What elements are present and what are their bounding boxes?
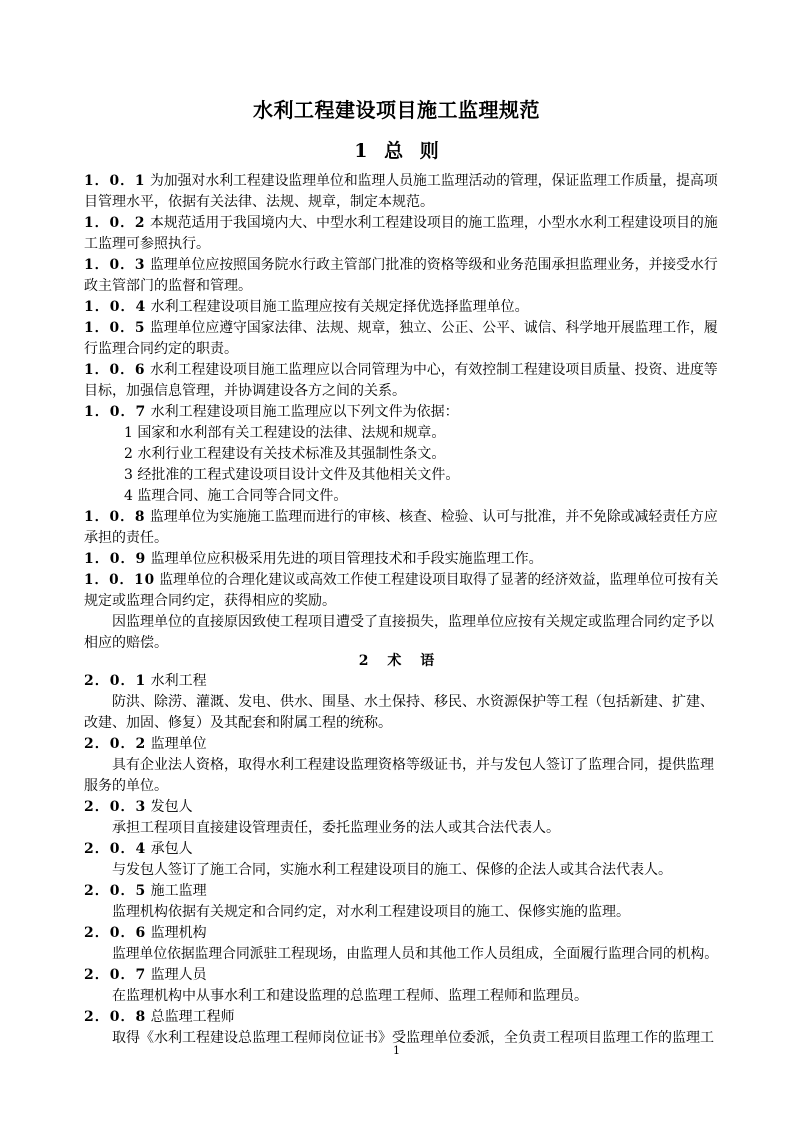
text-line: 1．0．7 水利工程建设项目施工监理应以下列文件为依据： (84, 404, 459, 420)
list-item: 1 国家和水利部有关工程建设的法律、法规和规章。 (124, 425, 446, 441)
text-line: 1．0．4 水利工程建设项目施工监理应按有关规定择优选择监理单位。 (84, 299, 529, 315)
text-line: 1．0．8 监理单位为实施施工监理而进行的审核、核查、检验、认可与批准，并不免除或减轻责任方应 (84, 509, 718, 525)
text-line: 相应的赔偿。 (84, 635, 168, 651)
text-line: 因监理单位的直接原因致使工程项目遭受了直接损失，监理单位应按有关规定或监理合同约定予以 (112, 614, 714, 630)
text-line: 具有企业法人资格，取得水利工程建设监理资格等级证书，并与发包人签订了监理合同，提供监理 (112, 757, 714, 773)
text-line: 行监理合同约定的职责。 (84, 341, 238, 357)
text-line: 取得《水利工程建设总监理工程师岗位证书》受监理单位委派，全负责工程项目监理工作的监理工 (112, 1030, 714, 1046)
page-number: 1 (393, 1044, 400, 1057)
text-line: 防洪、除涝、灌溉、发电、供水、围垦、水土保持、移民、水资源保护等工程（包括新建、扩建、 (112, 694, 714, 710)
list-item: 2 水利行业工程建设有关技术标准及其强制性条文。 (124, 446, 446, 462)
text-line: 1．0．6 水利工程建设项目施工监理应以合同管理为中心，有效控制工程建设项目质量、投资、进度等 (84, 362, 718, 378)
term-heading: 2．0．8 总监理工程师 (84, 1009, 235, 1025)
list-item: 3 经批准的工程式建设项目设计文件及其他相关文件。 (124, 467, 460, 483)
term-heading: 2．0．2 监理单位 (84, 736, 207, 752)
text-line: 1．0．1 为加强对水利工程建设监理单位和监理人员施工监理活动的管理，保证监理工作质量，提高项 (84, 173, 718, 189)
term-heading: 2．0．3 发包人 (84, 799, 193, 815)
term-heading: 2．0．7 监理人员 (84, 967, 207, 983)
text-line: 工监理可参照执行。 (84, 236, 210, 252)
text-line: 1．0．5 监理单位应遵守国家法律、法规、规章，独立、公正、公平、诚信、科学地开展监理工作，履 (84, 320, 718, 336)
text-line: 监理机构依据有关规定和合同约定，对水利工程建设项目的施工、保修实施的监理。 (112, 904, 630, 920)
term-heading: 2．0．6 监理机构 (84, 925, 207, 941)
text-line: 1．0．3 监理单位应按照国务院水行政主管部门批准的资格等级和业务范围承担监理业务，并接受水行 (84, 257, 718, 273)
text-line: 目管理水平，依据有关法律、法规、规章，制定本规范。 (84, 194, 434, 210)
text-line: 在监理机构中从事水利工和建设监理的总监理工程师、监理工程师和监理员。 (112, 988, 588, 1004)
list-item: 4 监理合同、施工合同等合同文件。 (124, 488, 348, 504)
term-heading: 2．0．1 水利工程 (84, 673, 207, 689)
term-heading: 2．0．4 承包人 (84, 841, 193, 857)
text-line: 承担工程项目直接建设管理责任，委托监理业务的法人或其合法代表人。 (112, 820, 560, 836)
text-line: 政主管部门的监督和管理。 (84, 278, 252, 294)
text-line: 服务的单位。 (84, 778, 168, 794)
chapter-heading-terms: 2 术 语 (358, 653, 435, 669)
text-line: 承担的责任。 (84, 530, 168, 546)
text-line: 1．0．10 监理单位的合理化建议或高效工作使工程建设项目取得了显著的经济效益，监理单位可按有关 (84, 572, 719, 588)
text-line: 1．0．2 本规范适用于我国境内大、中型水利工程建设项目的施工监理，小型水水利工程建设项目的施 (84, 215, 718, 231)
text-line: 与发包人签订了施工合同，实施水利工程建设项目的施工、保修的企法人或其合法代表人。 (112, 862, 672, 878)
text-line: 1．0．9 监理单位应积极采用先进的项目管理技术和手段实施监理工作。 (84, 551, 543, 567)
text-line: 规定或监理合同约定，获得相应的奖励。 (84, 593, 336, 609)
chapter-heading-general: 1 总 则 (354, 140, 439, 162)
text-line: 目标，加强信息管理，并协调建设各方之间的关系。 (84, 383, 406, 399)
text-line: 改建、加固、修复）及其配套和附属工程的统称。 (84, 715, 392, 731)
page-title: 水利工程建设项目施工监理规范 (253, 98, 540, 122)
term-heading: 2．0．5 施工监理 (84, 883, 207, 899)
text-line: 监理单位依据监理合同派驻工程现场，由监理人员和其他工作人员组成，全面履行监理合同的机构。 (112, 946, 719, 962)
